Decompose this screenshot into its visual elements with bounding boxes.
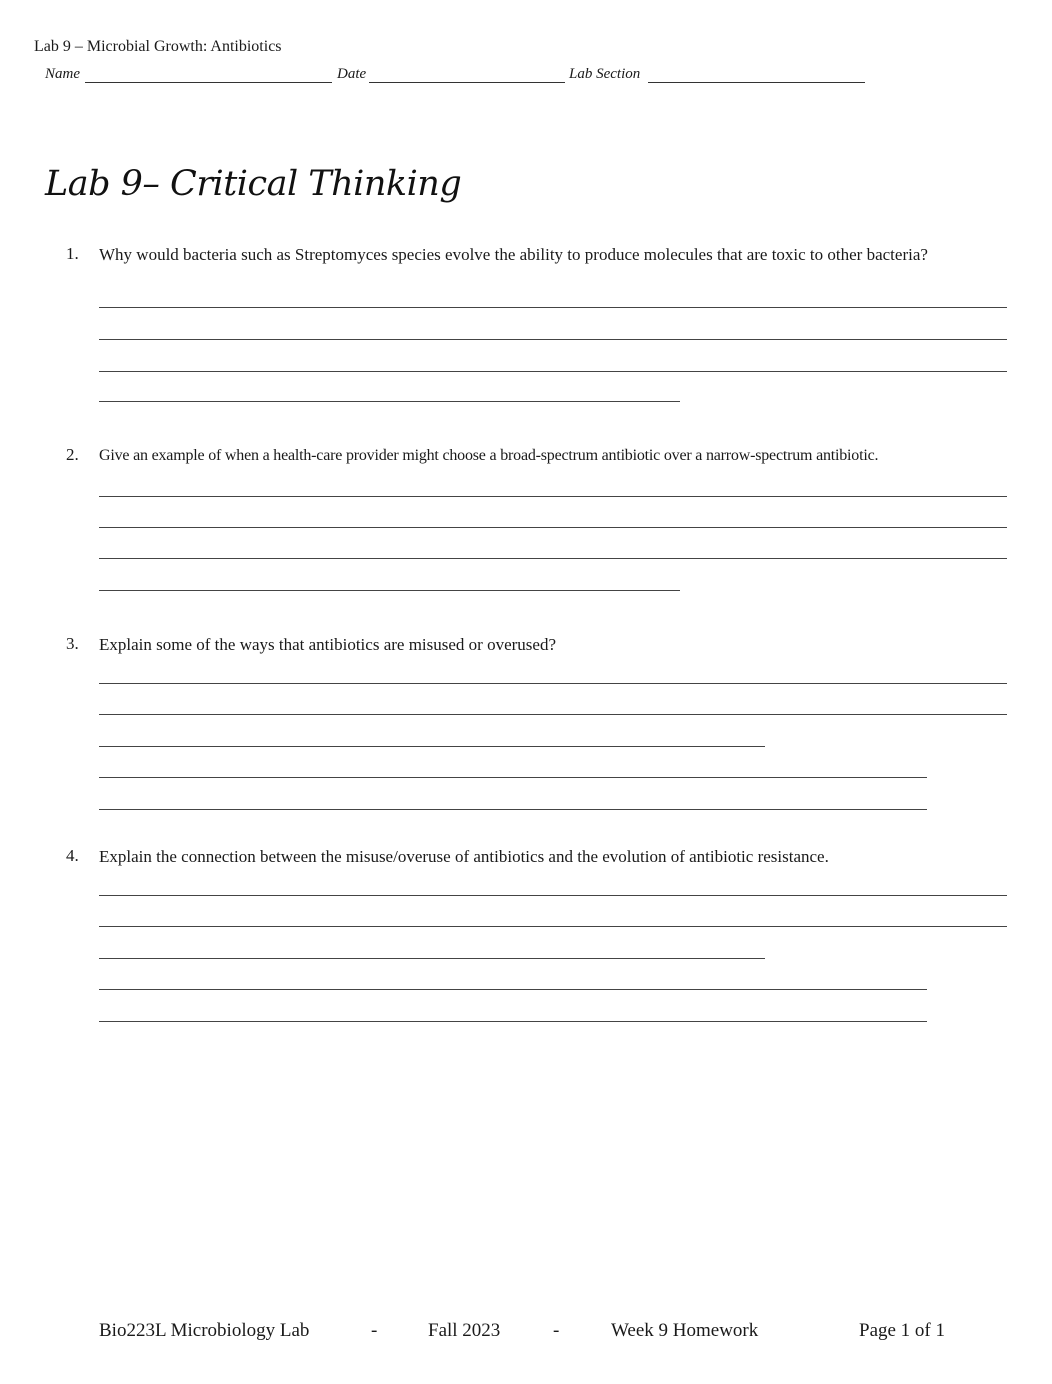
question-number: 1. — [66, 244, 79, 263]
footer-separator: - — [553, 1320, 560, 1341]
footer-page-number: Page 1 of 1 — [859, 1320, 946, 1341]
answer-line[interactable] — [99, 926, 1007, 927]
question-number: 4. — [66, 846, 79, 865]
answer-line[interactable] — [99, 895, 1007, 896]
footer-assignment: Week 9 Homework — [611, 1320, 759, 1341]
answer-line[interactable] — [99, 777, 927, 778]
question-text: Explain the connection between the misuse/overuse of antibiotics and the evolution of antibiotic resistance. — [99, 847, 829, 866]
answer-line[interactable] — [99, 339, 1007, 340]
answer-line[interactable] — [99, 809, 927, 810]
answer-line[interactable] — [99, 371, 1007, 372]
page-title: Lab 9– Critical Thinking — [45, 164, 462, 204]
answer-line[interactable] — [99, 746, 765, 747]
date-label: Date — [337, 66, 367, 82]
answer-line[interactable] — [99, 558, 1007, 559]
name-label: Name — [45, 66, 80, 82]
footer-term: Fall 2023 — [428, 1320, 501, 1341]
answer-line[interactable] — [99, 307, 1007, 308]
answer-line[interactable] — [99, 683, 1007, 684]
question-number: 3. — [66, 634, 79, 653]
lab-section-label: Lab Section — [569, 66, 641, 82]
question-text: Why would bacteria such as Streptomyces species evolve the ability to produce molecules that are toxic to other bacteria? — [99, 245, 928, 264]
footer-separator: - — [371, 1320, 378, 1341]
answer-line[interactable] — [99, 1021, 927, 1022]
student-info-row — [45, 66, 875, 86]
question-text: Give an example of when a health-care provider might choose a broad-spectrum antibiotic over a narrow-spectrum antibiotic. — [99, 447, 879, 464]
question-text: Explain some of the ways that antibiotics are misused or overused? — [99, 635, 556, 654]
name-field[interactable] — [85, 82, 332, 83]
lab-section-field[interactable] — [648, 82, 865, 83]
answer-line[interactable] — [99, 590, 680, 591]
footer-course: Bio223L Microbiology Lab — [99, 1320, 310, 1341]
answer-line[interactable] — [99, 958, 765, 959]
document-header-title: Lab 9 – Microbial Growth: Antibiotics — [34, 38, 282, 55]
answer-line[interactable] — [99, 714, 1007, 715]
answer-line[interactable] — [99, 496, 1007, 497]
question-number: 2. — [66, 445, 79, 464]
answer-line[interactable] — [99, 527, 1007, 528]
date-field[interactable] — [369, 82, 565, 83]
answer-line[interactable] — [99, 401, 680, 402]
answer-line[interactable] — [99, 989, 927, 990]
